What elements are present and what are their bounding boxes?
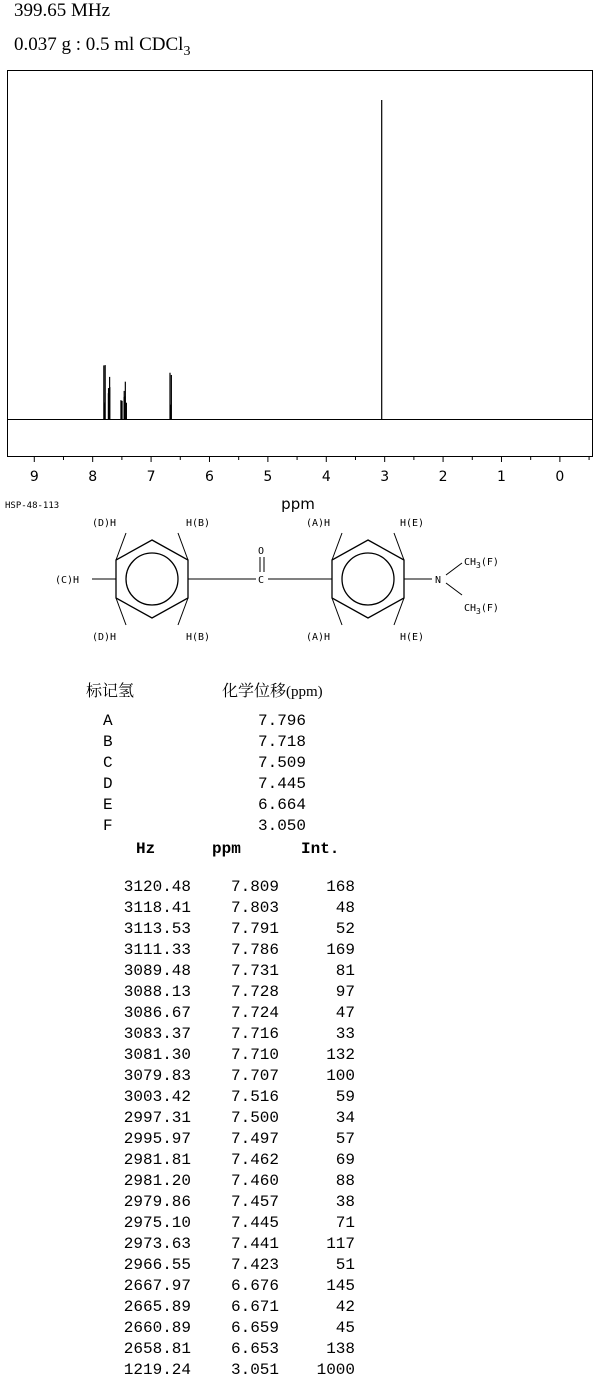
peak-cell-hz: 2660.89 [123, 1319, 191, 1337]
label-methyl-bottom [464, 603, 499, 616]
peak-cell-hz: 2975.10 [123, 1214, 191, 1232]
assignment-row [0, 754, 400, 775]
x-axis-label: ppm [281, 495, 315, 513]
bond [446, 563, 462, 575]
peak-cell-int: 1000 [316, 1361, 355, 1379]
table-row [0, 1193, 400, 1214]
peak-cell-int: 59 [335, 1088, 355, 1106]
peak-cell-int: 42 [335, 1298, 355, 1316]
assignment-row [0, 796, 400, 817]
peak-cell-hz: 2667.97 [123, 1277, 191, 1295]
x-tick-label: 4 [321, 469, 331, 485]
methyl-bottom-tag: (F) [480, 603, 499, 614]
table-row [0, 1361, 400, 1382]
peak-cell-ppm: 7.716 [230, 1025, 279, 1043]
peak-cell-ppm: 7.803 [230, 899, 279, 917]
peak-cell-hz: 3086.67 [123, 1004, 191, 1022]
table-row [0, 1088, 400, 1109]
assignment-label-header: 标记氢 [86, 681, 135, 700]
peak-cell-int: 88 [335, 1172, 355, 1190]
methyl-top-sub: 3 [476, 561, 481, 570]
assignment-proton-label: B [103, 733, 113, 751]
table-row [0, 878, 400, 899]
methyl-top-tag: (F) [480, 557, 499, 568]
label-a-top: (A)H [306, 518, 331, 529]
peak-cell-ppm: 7.445 [230, 1214, 279, 1232]
table-row [0, 1214, 400, 1235]
x-tick-label: 3 [380, 469, 390, 485]
peak-cell-ppm: 7.500 [230, 1109, 279, 1127]
peak-lines [104, 100, 382, 419]
assignment-row [0, 817, 400, 838]
peak-cell-hz: 2997.31 [123, 1109, 191, 1127]
table-row [0, 1004, 400, 1025]
bond [446, 583, 462, 595]
left-ring-aromatic-circle [126, 553, 178, 605]
table-row [0, 1277, 400, 1298]
peak-cell-ppm: 7.731 [230, 962, 279, 980]
peak-cell-hz: 3083.37 [123, 1025, 191, 1043]
peak-cell-ppm: 7.441 [230, 1235, 279, 1253]
x-tick-label: 0 [555, 469, 565, 485]
table-row [0, 1235, 400, 1256]
assignment-row [0, 775, 400, 796]
x-tick-label: 2 [438, 469, 448, 485]
table-row [0, 983, 400, 1004]
compound-code: HSP-48-113 [5, 501, 60, 511]
peak-cell-hz: 2973.63 [123, 1235, 191, 1253]
peak-cell-ppm: 7.710 [230, 1046, 279, 1064]
peak-cell-ppm: 7.707 [230, 1067, 279, 1085]
peak-cell-int: 51 [335, 1256, 355, 1274]
peak-cell-hz: 2995.97 [123, 1130, 191, 1148]
peak-cell-int: 71 [335, 1214, 355, 1232]
assignment-shift-header [222, 678, 323, 701]
x-tick-label: 8 [88, 469, 98, 485]
peak-cell-hz: 3118.41 [123, 899, 191, 917]
shift-header-unit: (ppm) [286, 684, 323, 700]
spectrometer-frequency: 399.65 MHz [14, 0, 111, 21]
peak-cell-ppm: 7.728 [230, 983, 279, 1001]
label-a-bottom: (A)H [306, 632, 331, 643]
right-benzene-ring [332, 540, 404, 618]
x-tick-label: 1 [497, 469, 506, 485]
peak-cell-ppm: 7.786 [230, 941, 279, 959]
peak-cell-int: 38 [335, 1193, 355, 1211]
sample-subscript: 3 [183, 43, 191, 59]
right-ring-aromatic-circle [342, 553, 394, 605]
table-row [0, 1046, 400, 1067]
peak-cell-ppm: 3.051 [230, 1361, 279, 1379]
assignment-row [0, 733, 400, 754]
methyl-bottom-sub: 3 [476, 607, 481, 616]
table-row [0, 1130, 400, 1151]
peak-header-ppm: ppm [212, 840, 241, 858]
label-oxygen: O [258, 546, 265, 557]
sample-text: 0.037 g : 0.5 ml CDCl [14, 34, 184, 55]
assignment-shift-value: 7.718 [258, 733, 307, 751]
table-row [0, 920, 400, 941]
peak-cell-int: 69 [335, 1151, 355, 1169]
peak-cell-ppm: 6.676 [230, 1277, 279, 1295]
x-axis-ticks [30, 456, 589, 485]
peak-cell-int: 145 [326, 1277, 355, 1295]
assignment-proton-label: E [103, 796, 113, 814]
peak-cell-int: 117 [326, 1235, 355, 1253]
peak-cell-hz: 2981.20 [123, 1172, 191, 1190]
label-d-top: (D)H [92, 518, 117, 529]
peak-cell-int: 57 [335, 1130, 355, 1148]
methyl-top-ch: CH [464, 557, 477, 568]
table-row [0, 899, 400, 920]
label-e-top: H(E) [400, 518, 425, 529]
assignment-proton-label: C [103, 754, 113, 772]
table-row [0, 1256, 400, 1277]
plot-frame [8, 71, 593, 457]
assignment-proton-label: F [103, 817, 113, 835]
table-row [0, 1319, 400, 1340]
peak-cell-hz: 2658.81 [123, 1340, 191, 1358]
assignment-shift-value: 7.509 [258, 754, 307, 772]
table-row [0, 1172, 400, 1193]
peak-cell-hz: 3113.53 [123, 920, 191, 938]
peak-cell-ppm: 7.460 [230, 1172, 279, 1190]
table-row [0, 1109, 400, 1130]
peak-cell-hz: 3088.13 [123, 983, 191, 1001]
assignment-shift-value: 7.796 [258, 712, 307, 730]
assignment-shift-value: 3.050 [258, 817, 307, 835]
x-tick-label: 5 [263, 469, 273, 485]
label-d-bottom: (D)H [92, 632, 117, 643]
table-row [0, 941, 400, 962]
peak-cell-ppm: 7.462 [230, 1151, 279, 1169]
peak-cell-hz: 2665.89 [123, 1298, 191, 1316]
assignment-proton-label: D [103, 775, 113, 793]
assignment-shift-value: 7.445 [258, 775, 307, 793]
molecule-structure [0, 495, 595, 660]
peak-header-int: Int. [301, 840, 340, 858]
peak-cell-hz: 1219.24 [123, 1361, 191, 1379]
peak-cell-int: 47 [335, 1004, 355, 1022]
peak-cell-hz: 3111.33 [123, 941, 191, 959]
peak-cell-int: 52 [335, 920, 355, 938]
peak-cell-int: 45 [335, 1319, 355, 1337]
table-row [0, 1340, 400, 1361]
peak-cell-int: 97 [335, 983, 355, 1001]
assignment-row [0, 712, 400, 733]
peak-cell-int: 34 [335, 1109, 355, 1127]
assignment-proton-label: A [103, 712, 113, 730]
peak-cell-ppm: 7.423 [230, 1256, 279, 1274]
shift-header-text: 化学位移 [222, 681, 287, 700]
x-tick-label: 9 [29, 469, 39, 485]
table-row [0, 1067, 400, 1088]
peak-cell-hz: 2981.81 [123, 1151, 191, 1169]
methyl-bottom-ch: CH [464, 603, 477, 614]
peak-cell-ppm: 7.457 [230, 1193, 279, 1211]
label-carbonyl-carbon: C [258, 575, 265, 586]
peak-cell-int: 132 [326, 1046, 355, 1064]
table-row [0, 1151, 400, 1172]
peak-cell-hz: 3089.48 [123, 962, 191, 980]
label-c-left: (C)H [55, 575, 80, 586]
label-nitrogen: N [435, 575, 442, 586]
nmr-spectrum-chart [0, 0, 595, 520]
assignment-shift-value: 6.664 [258, 796, 307, 814]
peak-cell-int: 169 [326, 941, 355, 959]
peak-cell-int: 33 [335, 1025, 355, 1043]
peak-cell-hz: 3081.30 [123, 1046, 191, 1064]
label-b-bottom: H(B) [186, 632, 211, 643]
table-row [0, 1298, 400, 1319]
peak-cell-ppm: 7.724 [230, 1004, 279, 1022]
peak-cell-hz: 2979.86 [123, 1193, 191, 1211]
peak-cell-hz: 3003.42 [123, 1088, 191, 1106]
peak-cell-ppm: 6.659 [230, 1319, 279, 1337]
peak-cell-hz: 3079.83 [123, 1067, 191, 1085]
peak-cell-int: 48 [335, 899, 355, 917]
label-b-top: H(B) [186, 518, 211, 529]
label-e-bottom: H(E) [400, 632, 425, 643]
peak-cell-int: 168 [326, 878, 355, 896]
peak-cell-hz: 3120.48 [123, 878, 191, 896]
table-row [0, 962, 400, 983]
peak-header-hz: Hz [136, 840, 156, 858]
peak-cell-ppm: 7.809 [230, 878, 279, 896]
peak-cell-ppm: 6.653 [230, 1340, 279, 1358]
peak-cell-hz: 2966.55 [123, 1256, 191, 1274]
peak-cell-int: 138 [326, 1340, 355, 1358]
peak-cell-ppm: 7.516 [230, 1088, 279, 1106]
label-methyl-top [464, 557, 499, 570]
peak-cell-int: 100 [326, 1067, 355, 1085]
peak-cell-ppm: 7.791 [230, 920, 279, 938]
table-row [0, 1025, 400, 1046]
x-tick-label: 7 [146, 469, 156, 485]
left-benzene-ring [116, 540, 188, 618]
peak-cell-ppm: 6.671 [230, 1298, 279, 1316]
x-tick-label: 6 [205, 469, 214, 485]
peak-cell-ppm: 7.497 [230, 1130, 279, 1148]
peak-cell-int: 81 [335, 962, 355, 980]
